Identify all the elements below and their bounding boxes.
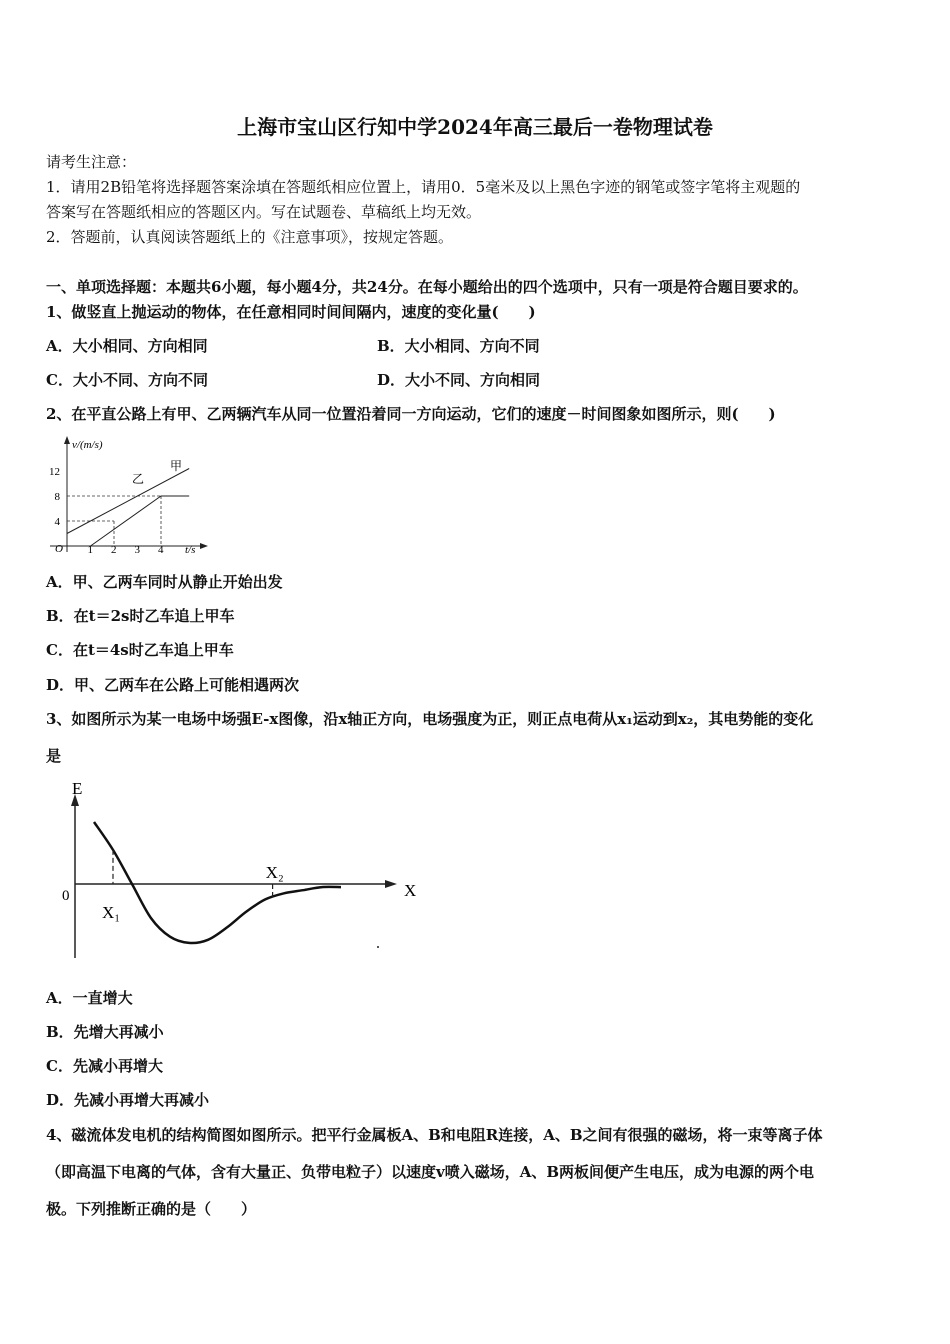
question-2-option-d: D．甲、乙两车在公路上可能相遇两次 <box>46 676 300 694</box>
notice-heading: 请考生注意： <box>46 153 137 171</box>
question-1-stem: 1、做竖直上抛运动的物体，在任意相同时间间隔内，速度的变化量( ) <box>46 303 536 321</box>
y-axis-arrow-icon <box>64 436 70 444</box>
x2-label: X₂ <box>265 863 284 882</box>
question-3-option-b: B．先增大再减小 <box>46 1023 164 1041</box>
series-line-jia <box>67 469 189 534</box>
series-label-yi: 乙 <box>132 472 145 486</box>
x-tick-label: 3 <box>134 544 140 556</box>
x-tick-label: 4 <box>158 544 164 556</box>
velocity-time-graph <box>42 432 212 562</box>
y-axis-label: v/(m/s) <box>72 439 103 451</box>
series-line-yi <box>91 496 190 546</box>
y-tick-label: 8 <box>54 491 60 503</box>
x-axis-arrow-icon <box>200 543 208 549</box>
question-1-option-a: A．大小相同、方向相同 <box>46 337 208 355</box>
question-4-stem-line-2: （即高温下电离的气体，含有大量正、负带电粒子）以速度v喷入磁场，A、B两板间便产生电压，成为电源的两个电 <box>46 1163 815 1181</box>
field-strength-position-graph <box>55 772 425 967</box>
question-4-stem-line-1: 4、磁流体发电机的结构简图如图所示。把平行金属板A、B和电阻R连接，A、B之间有很强的磁场，将一束等离子体 <box>46 1126 823 1144</box>
question-3-option-a: A．一直增大 <box>46 989 133 1007</box>
question-3-stem-line-1: 3、如图所示为某一电场中场强E-x图像，沿x轴正方向，电场强度为正，则正点电荷从x₁运动到x₂，其电势能的变化 <box>46 710 814 728</box>
x-axis-label: X <box>404 881 417 900</box>
question-3-stem-line-2: 是 <box>46 747 62 765</box>
question-1-option-b: B．大小相同、方向不同 <box>377 337 540 355</box>
x-axis-arrow-icon <box>385 880 397 888</box>
question-3-option-d: D．先减小再增大再减小 <box>46 1091 210 1109</box>
section-1-heading: 一、单项选择题：本题共6小题，每小题4分，共24分。在每小题给出的四个选项中，只有一项是符合题目要求的。 <box>46 278 808 296</box>
question-3-option-c: C．先减小再增大 <box>46 1057 163 1075</box>
question-2-option-b: B．在t＝2s时乙车追上甲车 <box>46 607 235 625</box>
series-label-jia: 甲 <box>170 459 183 473</box>
notice-item-1-line-2: 答案写在答题纸相应的答题区内。写在试题卷、草稿纸上均无效。 <box>46 203 482 221</box>
y-tick-label: 4 <box>54 516 60 528</box>
question-2-option-c: C．在t＝4s时乙车追上甲车 <box>46 641 234 659</box>
y-axis-label: E <box>72 779 83 798</box>
x-tick-label: 2 <box>111 544 117 556</box>
page-title: 上海市宝山区行知中学2024年高三最后一卷物理试卷 <box>237 115 713 139</box>
question-1-option-d: D．大小不同、方向相同 <box>377 371 541 389</box>
question-1-option-c: C．大小不同、方向不同 <box>46 371 208 389</box>
x1-label: X₁ <box>102 903 121 922</box>
question-4-stem-line-3: 极。下列推断正确的是（ ） <box>46 1200 257 1218</box>
notice-item-1-line-1: 1．请用2B铅笔将选择题答案涂填在答题纸相应位置上，请用0．5毫米及以上黑色字迹的钢笔或签字笔将主观题的 <box>46 178 801 196</box>
x-axis-label: t/s <box>185 544 196 556</box>
stray-dot <box>377 946 379 948</box>
question-2-option-a: A．甲、乙两车同时从静止开始出发 <box>46 573 283 591</box>
x-tick-label: 1 <box>87 544 93 556</box>
origin-label: 0 <box>62 888 70 904</box>
origin-label: O <box>55 543 63 555</box>
field-curve <box>94 822 341 943</box>
question-2-stem: 2、在平直公路上有甲、乙两辆汽车从同一位置沿着同一方向运动，它们的速度－时间图象如图所示，则( ) <box>46 405 776 423</box>
y-tick-label: 12 <box>49 466 60 478</box>
notice-item-2: 2．答题前，认真阅读答题纸上的《注意事项》，按规定答题。 <box>46 228 454 246</box>
